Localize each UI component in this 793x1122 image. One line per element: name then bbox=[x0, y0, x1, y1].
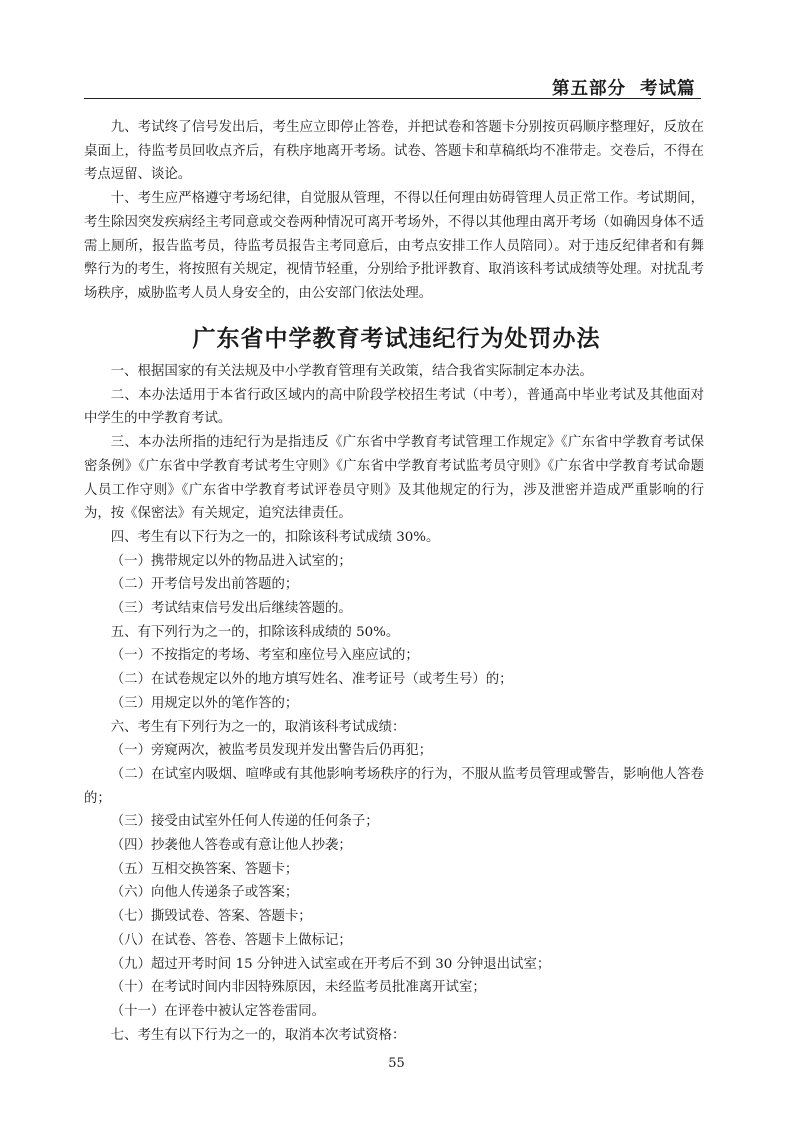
list-item: （七）撕毁试卷、答案、答题卡； bbox=[110, 909, 312, 925]
list-item: （十）在考试时间内非因特殊原因，未经监考员批准离开试室； bbox=[110, 980, 486, 996]
body-paragraphs bbox=[84, 360, 704, 1047]
paragraph: 十、考生应严格遵守考场纪律，自觉服从管理，不得以任何理由妨碍管理人员正常工作。考试期间，考生除因突发疾病经主考同意或交卷两种情况可离开考场外，不得以其他理由离开考场（如确因身体不适需上厕所，报告监考员，待监考员报告主考同意后，由考点安排工作人员陪同）。对于违反纪律者和有舞弊行为的考生，将按照有关规定，视情节轻重，分别给予批评教育、取消该科考试成绩等处理。对扰乱考场秩序，威胁监考人员人身安全的，由公安部门依法处理。 bbox=[84, 191, 704, 301]
document-title: 广东省中学教育考试违纪行为处罚办法 bbox=[192, 326, 601, 352]
header-section-name: 考试篇 bbox=[640, 79, 696, 99]
list-item: （四）抄袭他人答卷或有意让他人抄袭； bbox=[110, 838, 352, 854]
list-item: （三）用规定以外的笔作答的； bbox=[110, 695, 299, 711]
list-item: （三）接受由试室外任何人传递的任何条子； bbox=[110, 814, 379, 830]
paragraph: 二、本办法适用于本省行政区域内的高中阶段学校招生考试（中考），普通高中毕业考试及其他面对中学生的中学教育考试。 bbox=[84, 387, 704, 427]
paragraph: 一、根据国家的有关法规及中小学教育管理有关政策，结合我省实际制定本办法。 bbox=[110, 364, 593, 379]
paragraph: 三、本办法所指的违纪行为是指违反《广东省中学教育考试管理工作规定》《广东省中学教育考试保密条例》《广东省中学教育考试考生守则》《广东省中学教育考试监考员守则》《广东省中学教育考试命题人员工作守则》《广东省中学教育考试评卷员守则》及其他规定的行为，涉及泄密并造成严重影响的行为，按《保密法》有关规定，追究法律责任。 bbox=[84, 435, 704, 522]
list-item: （二）在试室内吸烟、喧哗或有其他影响考场秩序的行为，不服从监考员管理或警告，影响他人答卷的； bbox=[84, 766, 704, 806]
list-item: （一）携带规定以外的物品进入试室的； bbox=[110, 553, 352, 569]
list-item: （二）开考信号发出前答题的； bbox=[110, 577, 299, 593]
list-item: （十一）在评卷中被认定答卷雷同。 bbox=[110, 1003, 326, 1019]
top-paragraphs bbox=[84, 116, 704, 306]
paragraph: 六、考生有下列行为之一的，取消该科考试成绩： bbox=[110, 719, 406, 735]
list-item: （三）考试结束信号发出后继续答题的。 bbox=[110, 601, 352, 617]
paragraph: 四、考生有以下行为之一的，扣除该科考试成绩 30%。 bbox=[110, 529, 440, 545]
header-section-part: 第五部分 bbox=[552, 79, 626, 99]
paragraph: 七、考生有以下行为之一的，取消本次考试资格： bbox=[110, 1027, 406, 1043]
list-item: （一）不按指定的考场、考室和座位号入座应试的； bbox=[110, 648, 419, 664]
list-item: （二）在试卷规定以外的地方填写姓名、准考证号（或考生号）的； bbox=[110, 672, 513, 688]
list-item: （六）向他人传递条子或答案； bbox=[110, 885, 299, 901]
page-number: 55 bbox=[388, 1056, 405, 1071]
list-item: （九）超过开考时间 15 分钟进入试室或在开考后不到 30 分钟退出试室； bbox=[110, 956, 551, 972]
list-item: （八）在试卷、答卷、答题卡上做标记； bbox=[110, 932, 352, 948]
running-header bbox=[552, 75, 696, 100]
paragraph: 五、有下列行为之一的，扣除该科成绩的 50%。 bbox=[110, 624, 400, 640]
list-item: （五）互相交换答案、答题卡； bbox=[110, 861, 299, 877]
list-item: （一）旁窥两次，被监考员发现并发出警告后仍再犯； bbox=[110, 743, 433, 759]
paragraph: 九、考试终了信号发出后，考生应立即停止答卷，并把试卷和答题卡分别按页码顺序整理好，反放在桌面上，待监考员回收点齐后，有秩序地离开考场。试卷、答题卡和草稿纸均不准带走。交卷后，不得在考点逗留、谈论。 bbox=[84, 120, 704, 183]
header-rule bbox=[84, 98, 701, 99]
